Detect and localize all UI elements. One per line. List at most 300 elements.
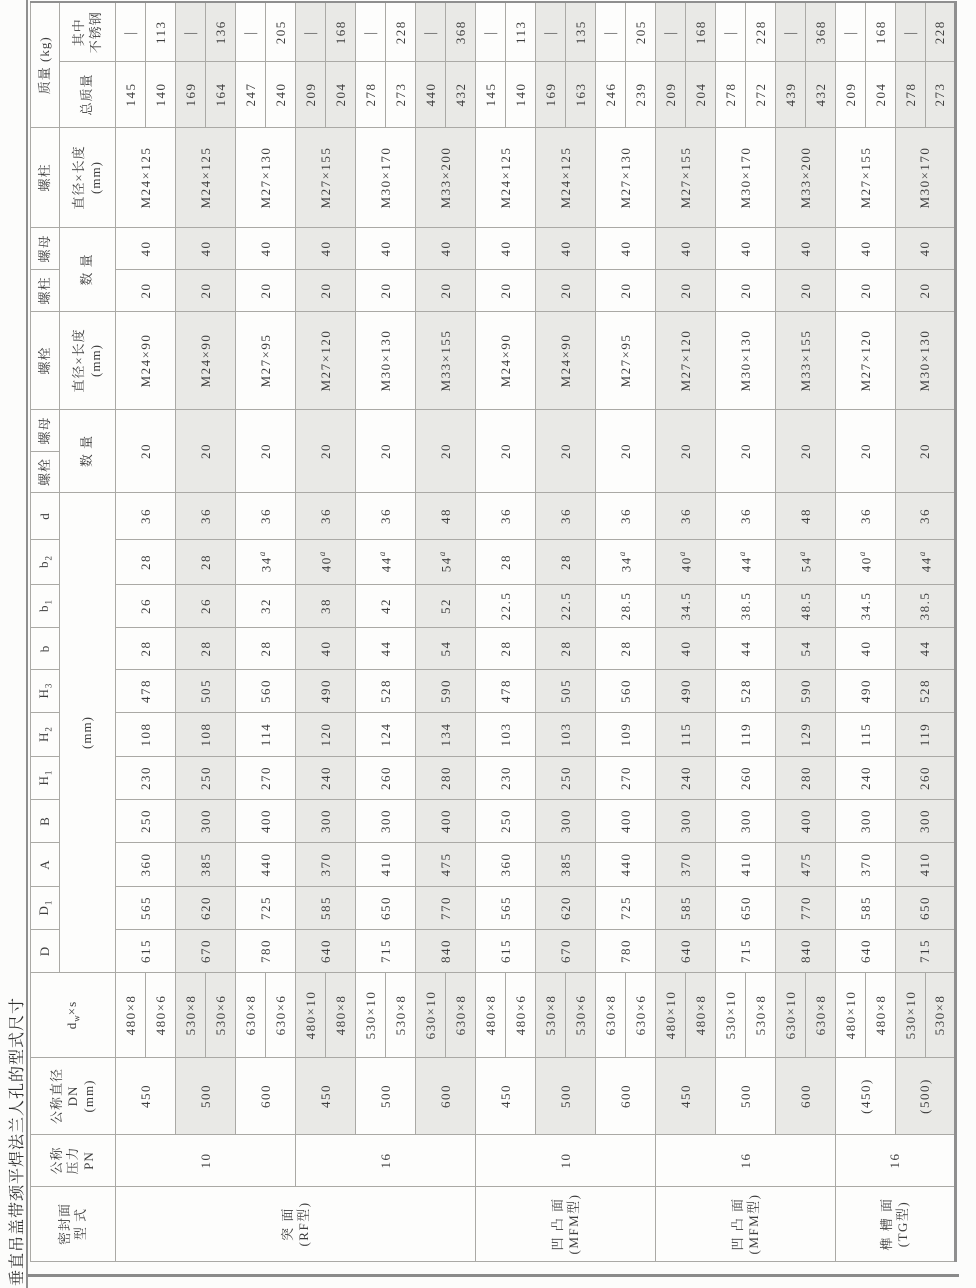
dim-b1-cell: 38.5	[896, 585, 956, 628]
dim-H1-cell: 280	[776, 757, 836, 800]
dim-b2-cell: 40$^a$	[836, 540, 896, 585]
bolt-nut-qty-cell: 20	[536, 410, 596, 493]
bolt-nut-qty-cell: 20	[836, 410, 896, 493]
dim-A-cell: 370	[296, 843, 356, 887]
dim-D1-cell: 565	[476, 887, 536, 930]
dim-H1-cell: 280	[416, 757, 476, 800]
dim-b-cell: 54	[416, 628, 476, 670]
dim-b2-cell: 44$^a$	[716, 540, 776, 585]
dim-H2-cell: 119	[896, 713, 956, 757]
dws-cell: 630×6	[266, 973, 296, 1058]
dws-cell: 480×10	[296, 973, 326, 1058]
dws-cell: 480×8	[116, 973, 146, 1058]
stud-qty-cell: 20	[176, 270, 236, 312]
dim-D1-cell: 620	[536, 887, 596, 930]
dim-b-cell: 44	[716, 628, 776, 670]
dim-A-cell: 360	[476, 843, 536, 887]
dws-cell: 630×10	[776, 973, 806, 1058]
bolt-nut-qty-cell: 20	[116, 410, 176, 493]
dim-b-cell: 28	[236, 628, 296, 670]
page-title: 垂直吊盖带颈平焊法兰人孔的型式尺寸	[9, 996, 26, 1286]
mass-stainless-cell: 168	[326, 2, 356, 61]
dim-d-cell: 36	[656, 493, 716, 540]
dim-B-cell: 400	[236, 800, 296, 843]
dim-d-cell: 36	[236, 493, 296, 540]
dim-b1-cell: 28.5	[596, 585, 656, 628]
dim-A-cell: 475	[776, 843, 836, 887]
dim-H2-cell: 119	[716, 713, 776, 757]
dws-cell: 630×6	[626, 973, 656, 1058]
dim-b-cell: 28	[536, 628, 596, 670]
dim-D-cell: 615	[476, 930, 536, 973]
dws-cell: 530×6	[566, 973, 596, 1058]
header-bolt-size-group: 螺栓	[31, 312, 60, 410]
mass-total-cell: 239	[626, 62, 656, 128]
dim-H1-cell: 240	[836, 757, 896, 800]
dim-A-cell: 440	[236, 843, 296, 887]
dim-b1-cell: 34.5	[656, 585, 716, 628]
dim-D-cell: 780	[236, 930, 296, 973]
stud-nut-qty-cell: 40	[896, 228, 956, 270]
dim-d-cell: 36	[476, 493, 536, 540]
dim-b1-cell: 22.5	[476, 585, 536, 628]
pn-cell: 16	[836, 1135, 956, 1187]
bolt-nut-qty-cell: 20	[356, 410, 416, 493]
dim-D1-cell: 565	[116, 887, 176, 930]
stud-nut-qty-cell: 40	[536, 228, 596, 270]
dws-cell: 530×6	[206, 973, 236, 1058]
dim-H3-cell: 590	[416, 670, 476, 713]
stud-qty-cell: 20	[896, 270, 956, 312]
dim-D1-cell: 770	[416, 887, 476, 930]
dim-D-cell: 670	[536, 930, 596, 973]
mass-total-cell: 169	[176, 62, 206, 128]
dim-b2-cell: 40$^a$	[296, 540, 356, 585]
dim-B-cell: 400	[596, 800, 656, 843]
dim-b-cell: 40	[836, 628, 896, 670]
bolt-size-cell: M27×120	[836, 312, 896, 410]
dim-B-cell: 300	[896, 800, 956, 843]
stud-nut-qty-cell: 40	[716, 228, 776, 270]
mass-total-cell: 145	[476, 62, 506, 128]
header-dws: $d_w\times s$	[31, 973, 116, 1058]
dim-H2-cell: 129	[776, 713, 836, 757]
dim-D1-cell: 650	[356, 887, 416, 930]
bolt-size-cell: M27×95	[236, 312, 296, 410]
stud-qty-cell: 20	[236, 270, 296, 312]
stud-size-cell: M27×130	[236, 128, 296, 228]
mass-total-cell: 145	[116, 62, 146, 128]
dn-cell: 500	[536, 1058, 596, 1135]
dim-b2-cell: 28	[536, 540, 596, 585]
stud-nut-qty-cell: 40	[476, 228, 536, 270]
dim-H2-cell: 108	[176, 713, 236, 757]
dim-D-cell: 715	[896, 930, 956, 973]
dim-b2-cell: 54$^a$	[776, 540, 836, 585]
dim-H1-cell: 230	[116, 757, 176, 800]
dim-D1-cell: 650	[896, 887, 956, 930]
dn-cell: 450	[656, 1058, 716, 1135]
mass-stainless-cell: 168	[866, 2, 896, 61]
mass-total-cell: 432	[806, 62, 836, 128]
dim-b-cell: 54	[776, 628, 836, 670]
dim-A-cell: 370	[836, 843, 896, 887]
title-rule	[26, 0, 28, 1288]
mass-total-cell: 240	[266, 62, 296, 128]
mass-stainless-cell: 228	[926, 2, 956, 61]
dim-H3-cell: 490	[836, 670, 896, 713]
bolt-nut-qty-cell: 20	[296, 410, 356, 493]
mass-total-cell: 432	[446, 62, 476, 128]
dim-H3-cell: 505	[536, 670, 596, 713]
dim-b2-cell: 28	[476, 540, 536, 585]
dim-b-cell: 28	[476, 628, 536, 670]
dim-d-cell: 36	[896, 493, 956, 540]
dn-cell: 600	[236, 1058, 296, 1135]
dim-b1-cell: 48.5	[776, 585, 836, 628]
dws-cell: 480×8	[326, 973, 356, 1058]
bolt-size-cell: M33×155	[776, 312, 836, 410]
dim-B-cell: 300	[536, 800, 596, 843]
dws-cell: 630×10	[416, 973, 446, 1058]
dim-H2-cell: 124	[356, 713, 416, 757]
dws-cell: 530×8	[926, 973, 956, 1058]
seal-face-cell: 突 面 (RF型)	[116, 1187, 476, 1262]
bolt-nut-qty-cell: 20	[236, 410, 296, 493]
bolt-size-cell: M27×120	[296, 312, 356, 410]
dim-H1-cell: 270	[596, 757, 656, 800]
header-dim-10: d	[31, 493, 60, 540]
mass-stainless-cell: —	[536, 2, 566, 61]
header-stud-qty: 数 量	[60, 228, 116, 312]
bolt-nut-qty-cell: 20	[716, 410, 776, 493]
dim-B-cell: 250	[476, 800, 536, 843]
stud-qty-cell: 20	[536, 270, 596, 312]
dn-cell: 500	[176, 1058, 236, 1135]
dim-H1-cell: 260	[716, 757, 776, 800]
dim-H1-cell: 250	[536, 757, 596, 800]
dim-H3-cell: 478	[476, 670, 536, 713]
dim-H1-cell: 240	[296, 757, 356, 800]
dim-b2-cell: 44$^a$	[896, 540, 956, 585]
mass-stainless-cell: 228	[386, 2, 416, 61]
bolt-size-cell: M33×155	[416, 312, 476, 410]
dn-cell: 600	[416, 1058, 476, 1135]
stud-qty-cell: 20	[116, 270, 176, 312]
stud-size-cell: M33×200	[776, 128, 836, 228]
mass-stainless-cell: 368	[446, 2, 476, 61]
dim-H3-cell: 560	[596, 670, 656, 713]
dim-D1-cell: 585	[296, 887, 356, 930]
dws-cell: 480×10	[656, 973, 686, 1058]
mass-total-cell: 140	[146, 62, 176, 128]
dim-D-cell: 780	[596, 930, 656, 973]
header-mass-stainless: 其中 不锈钢	[60, 2, 116, 61]
dim-b1-cell: 52	[416, 585, 476, 628]
dn-cell: 500	[356, 1058, 416, 1135]
dws-cell: 480×8	[686, 973, 716, 1058]
dim-B-cell: 300	[296, 800, 356, 843]
dim-D-cell: 715	[716, 930, 776, 973]
dim-b2-cell: 40$^a$	[656, 540, 716, 585]
dim-D1-cell: 725	[596, 887, 656, 930]
stud-qty-cell: 20	[476, 270, 536, 312]
dim-D-cell: 615	[116, 930, 176, 973]
stud-qty-cell: 20	[776, 270, 836, 312]
stud-qty-cell: 20	[416, 270, 476, 312]
dim-H3-cell: 490	[656, 670, 716, 713]
bolt-nut-qty-cell: 20	[776, 410, 836, 493]
dim-A-cell: 440	[596, 843, 656, 887]
dim-H1-cell: 270	[236, 757, 296, 800]
dim-d-cell: 48	[776, 493, 836, 540]
header-stud-size: 直径×长度 (mm)	[60, 128, 116, 228]
stud-nut-qty-cell: 40	[176, 228, 236, 270]
dim-H2-cell: 109	[596, 713, 656, 757]
bolt-nut-qty-cell: 20	[176, 410, 236, 493]
dws-cell: 630×8	[446, 973, 476, 1058]
mass-total-cell: 439	[776, 62, 806, 128]
bolt-size-cell: M30×130	[356, 312, 416, 410]
dws-cell: 630×8	[236, 973, 266, 1058]
mass-total-cell: 246	[596, 62, 626, 128]
header-mass-total: 总质量	[60, 62, 116, 128]
dim-B-cell: 300	[356, 800, 416, 843]
bolt-size-cell: M30×130	[896, 312, 956, 410]
dim-b1-cell: 42	[356, 585, 416, 628]
dim-b1-cell: 38	[296, 585, 356, 628]
mass-stainless-cell: 136	[206, 2, 236, 61]
dws-cell: 630×8	[596, 973, 626, 1058]
dim-A-cell: 385	[536, 843, 596, 887]
dim-H3-cell: 528	[896, 670, 956, 713]
header-dim-5: $H_2$	[31, 713, 60, 757]
stud-nut-qty-cell: 40	[776, 228, 836, 270]
header-dim-0: D	[31, 930, 60, 973]
mass-total-cell: 204	[686, 62, 716, 128]
dim-b1-cell: 26	[176, 585, 236, 628]
header-mass: 质量 (kg)	[31, 2, 60, 127]
header-dim-8: $b_1$	[31, 585, 60, 628]
dim-b1-cell: 34.5	[836, 585, 896, 628]
stud-size-cell: M27×130	[596, 128, 656, 228]
mass-stainless-cell: —	[236, 2, 266, 61]
dws-cell: 530×8	[536, 973, 566, 1058]
dim-B-cell: 250	[116, 800, 176, 843]
bolt-nut-qty-cell: 20	[596, 410, 656, 493]
dn-cell: 450	[476, 1058, 536, 1135]
stud-qty-cell: 20	[836, 270, 896, 312]
mass-stainless-cell: —	[776, 2, 806, 61]
dws-cell: 480×8	[866, 973, 896, 1058]
header-pn: 公称 压力 PN	[31, 1135, 116, 1187]
bolt-size-cell: M24×90	[116, 312, 176, 410]
mass-total-cell: 278	[896, 62, 926, 128]
mass-stainless-cell: —	[476, 2, 506, 61]
dim-D-cell: 640	[836, 930, 896, 973]
dim-D1-cell: 585	[656, 887, 716, 930]
dim-d-cell: 36	[356, 493, 416, 540]
bolt-nut-qty-cell: 20	[896, 410, 956, 493]
dim-A-cell: 360	[116, 843, 176, 887]
stud-qty-cell: 20	[656, 270, 716, 312]
dim-b-cell: 28	[176, 628, 236, 670]
dim-B-cell: 400	[776, 800, 836, 843]
mass-stainless-cell: 368	[806, 2, 836, 61]
dim-A-cell: 385	[176, 843, 236, 887]
dim-b-cell: 44	[896, 628, 956, 670]
dim-d-cell: 36	[176, 493, 236, 540]
dim-A-cell: 410	[716, 843, 776, 887]
dim-D-cell: 715	[356, 930, 416, 973]
bolt-nut-qty-cell: 20	[416, 410, 476, 493]
manhole-dimensions-table	[30, 1, 957, 1262]
stud-qty-cell: 20	[296, 270, 356, 312]
stud-size-cell: M27×155	[656, 128, 716, 228]
dim-A-cell: 475	[416, 843, 476, 887]
dn-cell: 600	[596, 1058, 656, 1135]
mass-total-cell: 204	[326, 62, 356, 128]
mass-total-cell: 440	[416, 62, 446, 128]
pn-cell: 16	[656, 1135, 836, 1187]
mass-stainless-cell: —	[656, 2, 686, 61]
dim-D-cell: 670	[176, 930, 236, 973]
dim-H2-cell: 115	[656, 713, 716, 757]
dim-b2-cell: 28	[116, 540, 176, 585]
bolt-nut-qty-cell: 20	[656, 410, 716, 493]
stud-size-cell: M27×155	[836, 128, 896, 228]
mass-stainless-cell: 113	[506, 2, 536, 61]
header-nut-2: 螺母	[31, 228, 60, 270]
pn-cell: 16	[296, 1135, 476, 1187]
dws-cell: 530×8	[746, 973, 776, 1058]
stud-nut-qty-cell: 40	[116, 228, 176, 270]
dim-b-cell: 28	[596, 628, 656, 670]
dim-H3-cell: 478	[116, 670, 176, 713]
mass-stainless-cell: —	[836, 2, 866, 61]
dim-H3-cell: 528	[356, 670, 416, 713]
dim-b1-cell: 26	[116, 585, 176, 628]
header-dim-4: $H_1$	[31, 757, 60, 800]
mass-stainless-cell: 205	[626, 2, 656, 61]
stud-nut-qty-cell: 40	[656, 228, 716, 270]
dim-D1-cell: 770	[776, 887, 836, 930]
dim-D1-cell: 725	[236, 887, 296, 930]
dim-H2-cell: 103	[476, 713, 536, 757]
mass-stainless-cell: —	[896, 2, 926, 61]
dim-b2-cell: 34$^a$	[236, 540, 296, 585]
mass-stainless-cell: —	[416, 2, 446, 61]
header-bolt-qty: 数 量	[60, 410, 116, 493]
stud-size-cell: M27×155	[296, 128, 356, 228]
mass-total-cell: 140	[506, 62, 536, 128]
dim-H2-cell: 108	[116, 713, 176, 757]
dn-cell: 500	[716, 1058, 776, 1135]
dws-cell: 480×8	[476, 973, 506, 1058]
mass-stainless-cell: 228	[746, 2, 776, 61]
header-dim-9: $b_2$	[31, 540, 60, 585]
mass-stainless-cell: —	[296, 2, 326, 61]
dim-H1-cell: 260	[356, 757, 416, 800]
stud-qty-cell: 20	[716, 270, 776, 312]
dim-d-cell: 36	[596, 493, 656, 540]
stud-nut-qty-cell: 40	[836, 228, 896, 270]
dws-cell: 480×6	[146, 973, 176, 1058]
header-bolt-size: 直径×长度 (mm)	[60, 312, 116, 410]
dn-cell: 450	[296, 1058, 356, 1135]
dim-D1-cell: 620	[176, 887, 236, 930]
header-dim-2: A	[31, 843, 60, 887]
dim-D1-cell: 585	[836, 887, 896, 930]
dim-d-cell: 36	[116, 493, 176, 540]
dn-cell: 450	[116, 1058, 176, 1135]
mass-total-cell: 209	[836, 62, 866, 128]
dn-cell: 600	[776, 1058, 836, 1135]
dim-B-cell: 300	[656, 800, 716, 843]
mass-stainless-cell: 168	[686, 2, 716, 61]
dim-d-cell: 36	[836, 493, 896, 540]
header-dim-6: $H_3$	[31, 670, 60, 713]
bolt-size-cell: M24×90	[476, 312, 536, 410]
dim-b2-cell: 44$^a$	[356, 540, 416, 585]
mass-total-cell: 278	[356, 62, 386, 128]
dim-D-cell: 840	[776, 930, 836, 973]
mass-stainless-cell: —	[116, 2, 146, 61]
mass-stainless-cell: 113	[146, 2, 176, 61]
stud-nut-qty-cell: 40	[596, 228, 656, 270]
header-mm-span: (mm)	[60, 493, 116, 973]
pn-cell: 10	[476, 1135, 656, 1187]
dws-cell: 480×6	[506, 973, 536, 1058]
header-stud: 螺柱	[31, 270, 60, 312]
dim-H1-cell: 250	[176, 757, 236, 800]
bolt-size-cell: M30×130	[716, 312, 776, 410]
dim-H1-cell: 230	[476, 757, 536, 800]
dim-b-cell: 44	[356, 628, 416, 670]
mass-total-cell: 169	[536, 62, 566, 128]
mass-total-cell: 204	[866, 62, 896, 128]
dim-H2-cell: 114	[236, 713, 296, 757]
dws-cell: 530×8	[176, 973, 206, 1058]
dim-d-cell: 36	[536, 493, 596, 540]
dim-H2-cell: 120	[296, 713, 356, 757]
mass-total-cell: 209	[296, 62, 326, 128]
stud-size-cell: M24×125	[536, 128, 596, 228]
header-dim-1: $D_1$	[31, 887, 60, 930]
bolt-size-cell: M27×120	[656, 312, 716, 410]
dim-H3-cell: 505	[176, 670, 236, 713]
stud-size-cell: M24×125	[116, 128, 176, 228]
dim-b-cell: 40	[656, 628, 716, 670]
dim-D-cell: 640	[656, 930, 716, 973]
dim-A-cell: 410	[356, 843, 416, 887]
dim-H1-cell: 260	[896, 757, 956, 800]
header-stud-size-group: 螺柱	[31, 128, 60, 228]
stud-qty-cell: 20	[596, 270, 656, 312]
pn-cell: 10	[116, 1135, 296, 1187]
dws-cell: 530×8	[386, 973, 416, 1058]
stud-size-cell: M33×200	[416, 128, 476, 228]
dim-b2-cell: 54$^a$	[416, 540, 476, 585]
dim-b-cell: 40	[296, 628, 356, 670]
seal-face-cell: 凹 凸 面 (MFM型)	[656, 1187, 836, 1262]
mass-stainless-cell: —	[356, 2, 386, 61]
header-dim-3: B	[31, 800, 60, 843]
dim-H1-cell: 240	[656, 757, 716, 800]
dim-H3-cell: 560	[236, 670, 296, 713]
mass-total-cell: 247	[236, 62, 266, 128]
header-nut: 螺母	[31, 410, 60, 452]
